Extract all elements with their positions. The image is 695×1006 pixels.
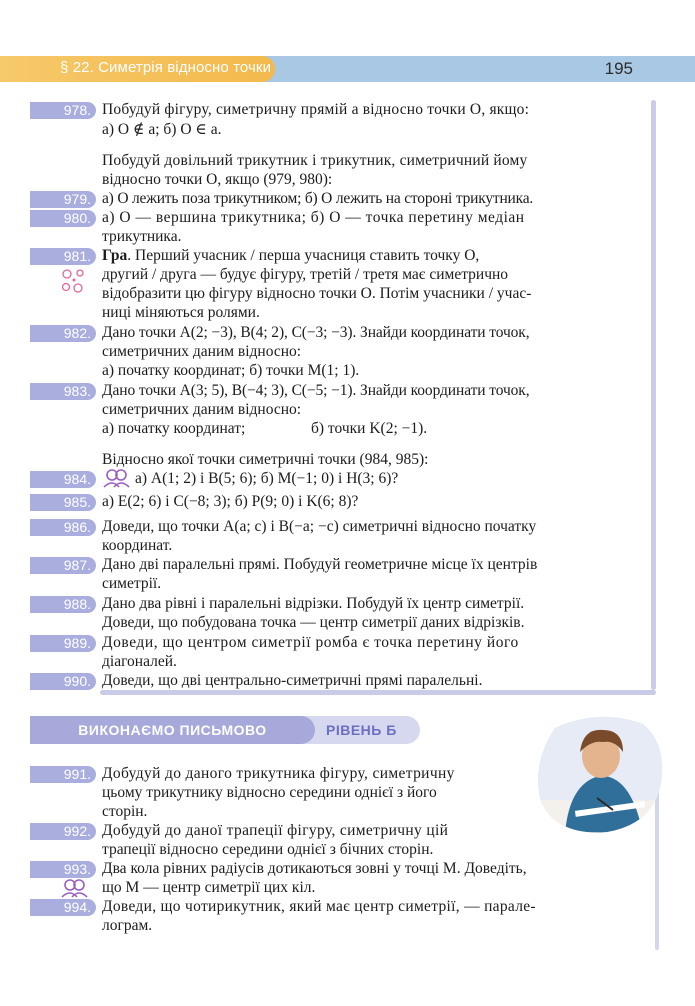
problem-987-line-1: Дано дві паралельні прямі. Побудуй геометричне місце їх центрів xyxy=(102,556,538,573)
section-title: § 22. Симетрія відносно точки xyxy=(60,59,272,76)
problem-986-line-1: Доведи, що точки A(a; c) і B(−a; −c) симетричні відносно початку xyxy=(102,518,537,535)
problem-992-line-2: трапеції відносно середини однієї з бічних сторін. xyxy=(102,841,434,858)
problem-991-line-3: сторін. xyxy=(102,803,148,820)
problem-981-line-1-text: . Перший учасник / перша учасниця ставить точку O, xyxy=(127,247,480,264)
problem-number-986: 986. xyxy=(30,519,96,536)
problem-980-line-2: трикутника. xyxy=(102,228,182,245)
problem-989-line-2: діагоналей. xyxy=(102,653,177,670)
level-b-label: РІВЕНЬ Б xyxy=(326,722,397,738)
problem-number-991: 991. xyxy=(30,766,96,783)
game-dots-icon xyxy=(58,266,92,296)
problem-number-990: 990. xyxy=(30,673,96,690)
problem-981-line-3: відобразити цю фігуру відносно точки O. Потім учасники / учас- xyxy=(102,285,532,302)
written-work-label: ВИКОНАЄМО ПИСЬМОВО xyxy=(78,722,267,738)
problem-994-line-1: Доведи, що чотирикутник, який має центр симетрії, — парале- xyxy=(102,898,536,915)
problem-983-line-3a: а) початку координат; xyxy=(102,420,246,437)
problem-989-line-1: Доведи, що центром симетрії ромба є точка перетину його xyxy=(102,634,519,651)
frame-right-border xyxy=(651,100,656,690)
problem-number-979: 979. xyxy=(30,191,96,208)
student-writing-photo xyxy=(535,714,663,834)
problem-993-line-2: що M — центр симетрії цих кіл. xyxy=(102,879,316,896)
problem-988-line-1: Дано два рівні і паралельні відрізки. Побудуй їх центр симетрії. xyxy=(102,595,525,612)
problem-982-line-2: симетричних даним відносно: xyxy=(102,343,302,360)
problem-983-line-2: симетричних даним відносно: xyxy=(102,401,302,418)
problem-978-line-2: а) O ∉ a; б) O ∈ a. xyxy=(102,121,222,138)
problem-993-line-1: Два кола рівних радіусів дотикаються зовні у точці M. Доведіть, xyxy=(102,860,527,877)
intro-979-980-line-2: відносно точки O, якщо (979, 980): xyxy=(102,171,333,188)
intro-984-985: Відносно якої точки симетричні точки (984, 985): xyxy=(102,451,429,468)
pair-work-icon xyxy=(102,468,132,488)
problem-994-line-2: лограм. xyxy=(102,917,153,934)
problem-980-line-1: а) O — вершина трикутника; б) O — точка перетину медіан xyxy=(102,209,525,226)
problem-981-line-1 xyxy=(102,246,479,265)
problem-number-983: 983. xyxy=(30,383,96,400)
problem-978-line-1: Побудуй фігуру, симетричну прямій a відносно точки O, якщо: xyxy=(102,101,530,118)
problem-981-line-2: другий / друга — будує фігуру, третій / третя має симетрично xyxy=(102,266,509,283)
problem-979-text: а) O лежить поза трикутником; б) O лежить на стороні трикутника. xyxy=(102,190,534,207)
problem-number-988: 988. xyxy=(30,596,96,613)
problem-991-line-2: цьому трикутнику відносно середини однієї з його xyxy=(102,784,437,801)
intro-979-980-line-1: Побудуй довільний трикутник і трикутник, симетричний йому xyxy=(102,152,528,169)
problem-982-line-3: а) початку координат; б) точки M(1; 1). xyxy=(102,362,360,379)
frame-bottom-border xyxy=(100,690,656,695)
problem-number-989: 989. xyxy=(30,635,96,652)
problem-982-line-1: Дано точки A(2; −3), B(4; 2), C(−3; −3). Знайди координати точок, xyxy=(102,324,530,341)
problem-983-line-1: Дано точки A(3; 5), B(−4; 3), C(−5; −1). Знайди координати точок, xyxy=(102,382,530,399)
page-number: 195 xyxy=(604,59,633,78)
game-label: Гра xyxy=(102,247,128,264)
problem-985-text: а) E(2; 6) і C(−8; 3); б) P(9; 0) і K(6; 8)? xyxy=(102,493,359,510)
problem-984-text: а) A(1; 2) і B(5; 6); б) M(−1; 0) і H(3; 6)? xyxy=(135,470,399,487)
problem-number-987: 987. xyxy=(30,557,96,574)
problem-981-line-4: ниці міняються ролями. xyxy=(102,304,260,321)
problem-number-978: 978. xyxy=(30,102,96,119)
problem-number-984: 984. xyxy=(30,471,96,488)
pair-work-icon xyxy=(60,878,90,898)
problem-number-980: 980. xyxy=(30,210,96,227)
problem-number-985: 985. xyxy=(30,494,96,511)
problem-992-line-1: Добудуй до даної трапеції фігуру, симетричну цій xyxy=(102,822,449,839)
problem-number-993: 993. xyxy=(30,861,96,878)
problem-number-994: 994. xyxy=(30,899,96,916)
problem-983-line-3b: б) точки K(2; −1). xyxy=(311,420,428,437)
problem-991-line-1: Добудуй до даного трикутника фігуру, симетричну xyxy=(102,765,455,782)
problem-988-line-2: Доведи, що побудована точка — центр симетрії даних відрізків. xyxy=(102,614,525,631)
problem-987-line-2: симетрії. xyxy=(102,575,162,592)
problem-number-982: 982. xyxy=(30,325,96,342)
problem-986-line-2: координат. xyxy=(102,537,173,554)
problem-number-981: 981. xyxy=(30,248,96,265)
problem-number-992: 992. xyxy=(30,823,96,840)
problem-990-text: Доведи, що дві центрально-симетричні прямі паралельні. xyxy=(102,672,483,689)
